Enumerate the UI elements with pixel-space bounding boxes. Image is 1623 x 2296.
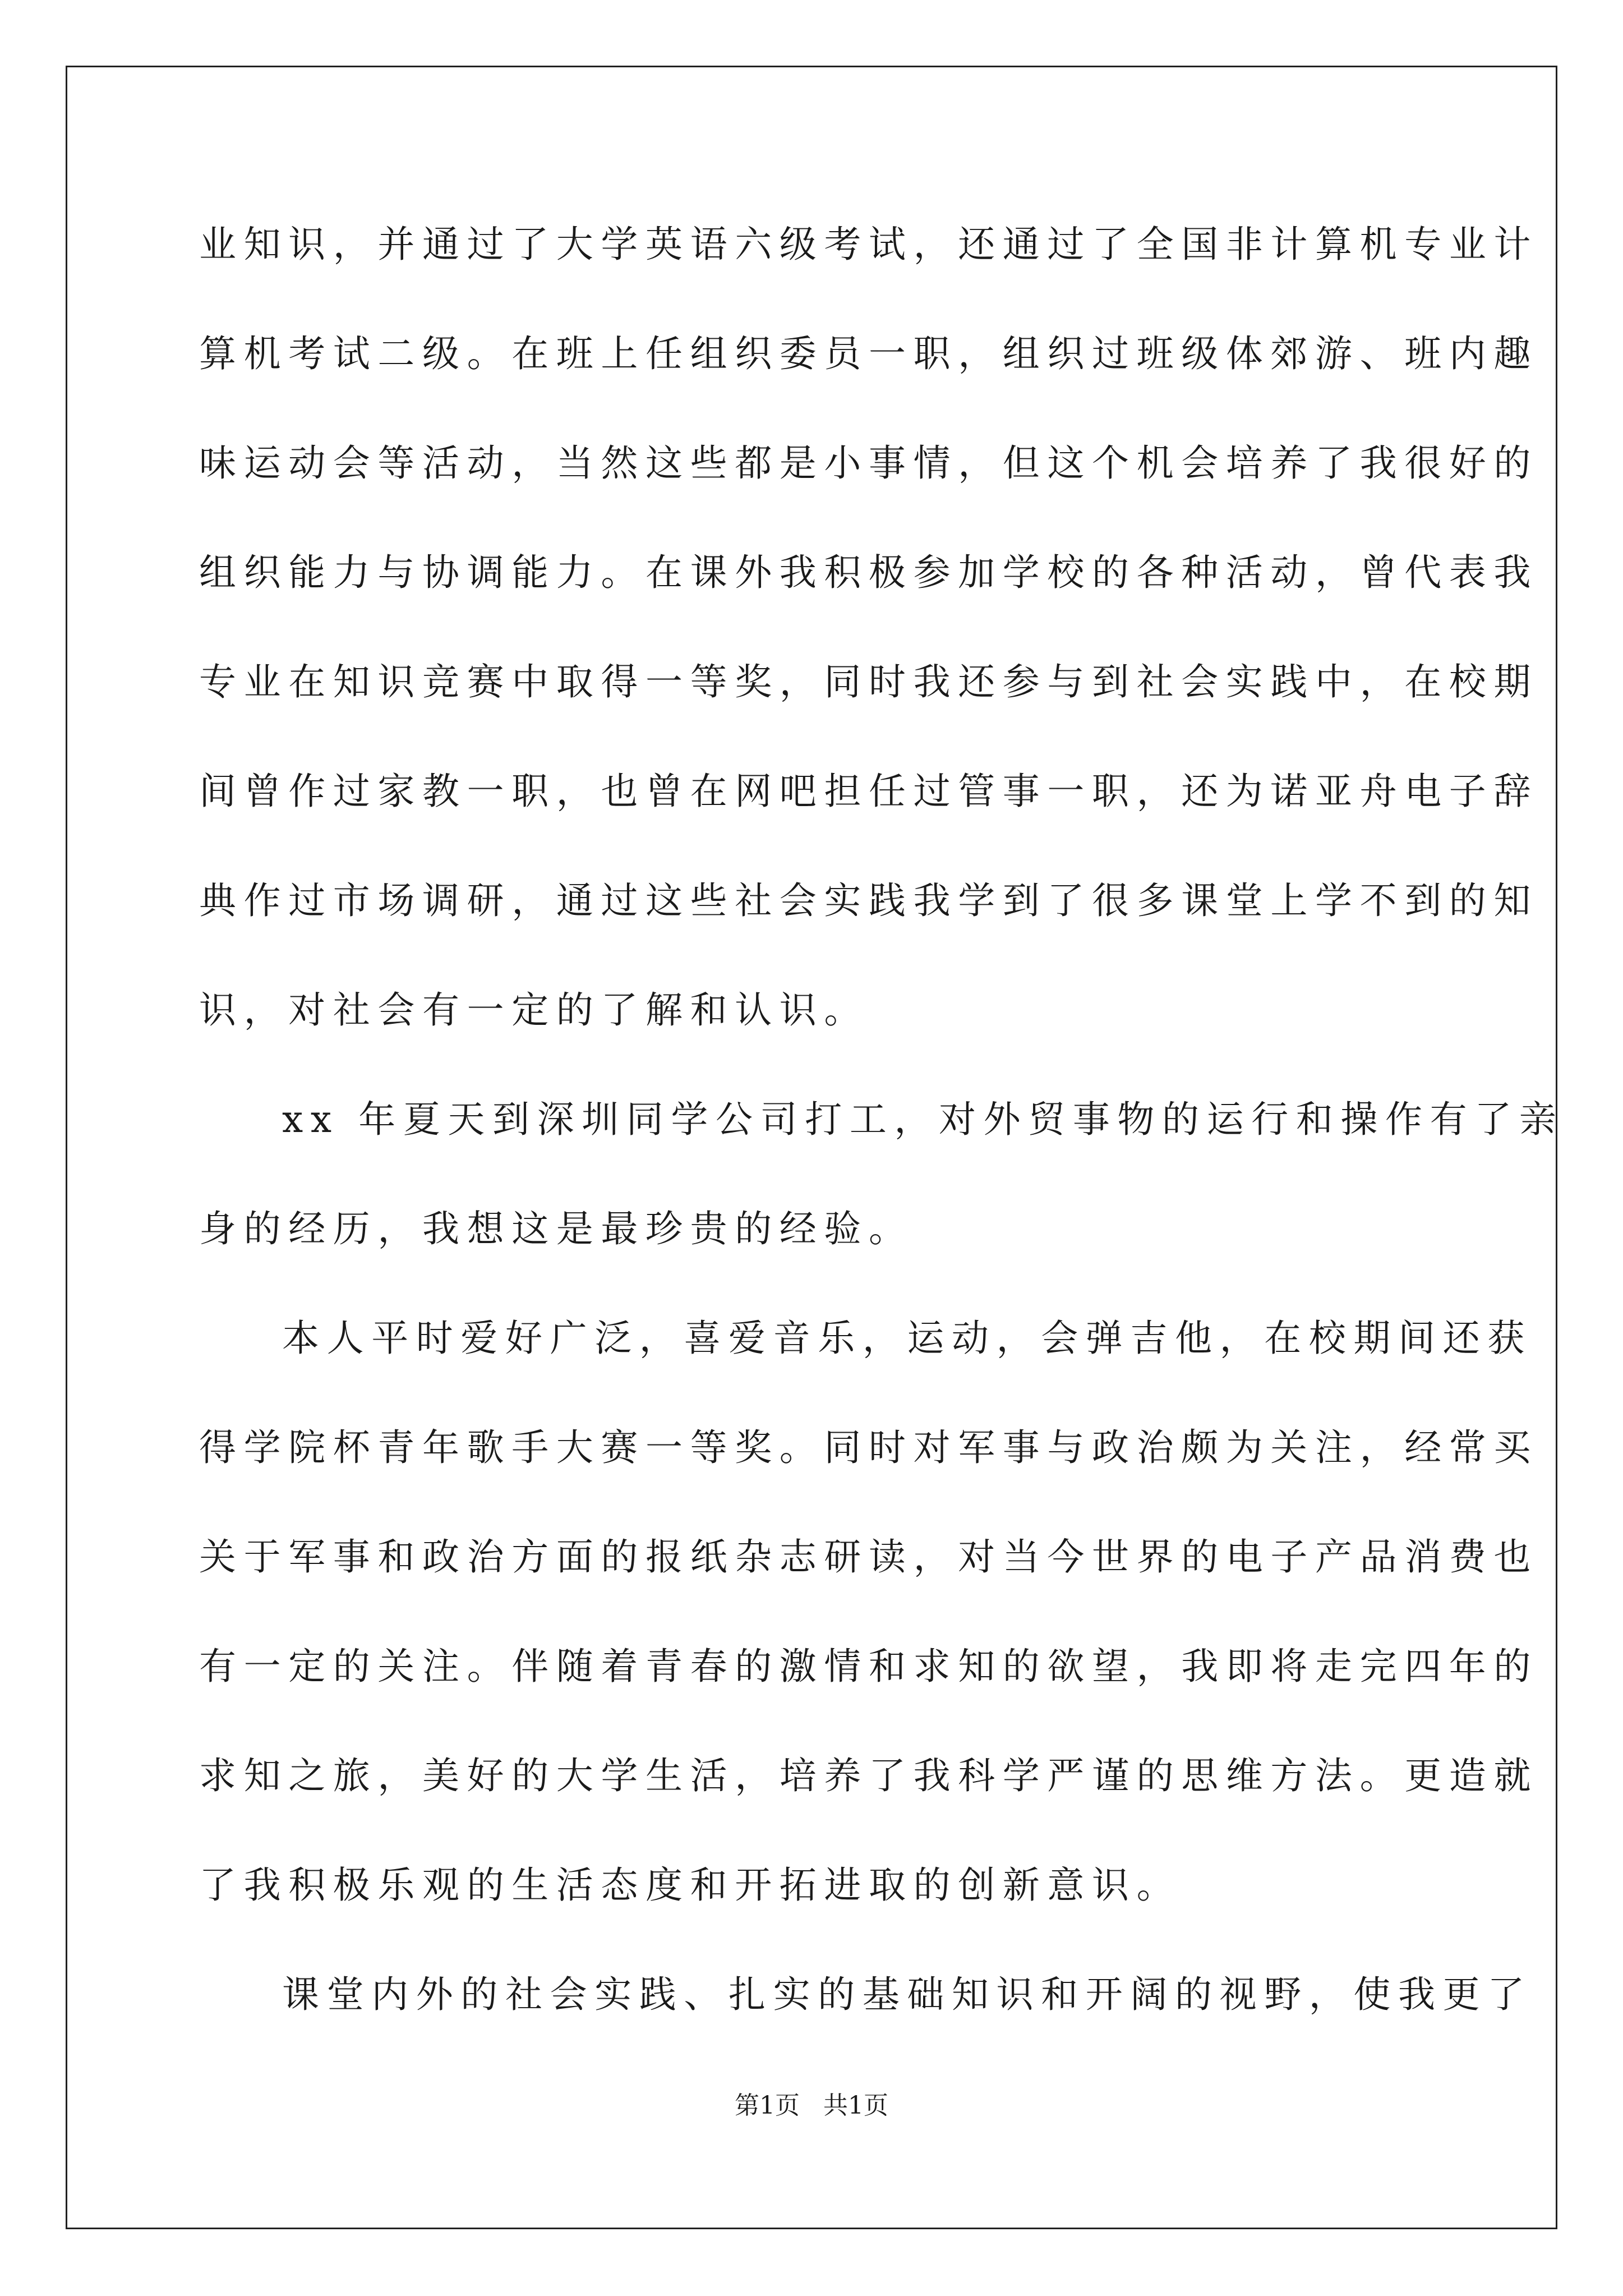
text-line: 求知之旅，美好的大学生活，培养了我科学严谨的思维方法。更造就 [199, 1754, 1538, 1797]
text-line: 味运动会等活动，当然这些都是小事情，但这个机会培养了我很好的 [199, 441, 1538, 485]
text-line: 算机考试二级。在班上任组织委员一职，组织过班级体郊游、班内趣 [199, 332, 1538, 375]
text-line: xx 年夏天到深圳同学公司打工，对外贸事物的运行和操作有了亲 [282, 1098, 1564, 1141]
text-line: 典作过市场调研，通过这些社会实践我学到了很多课堂上学不到的知 [199, 879, 1538, 922]
text-line: 课堂内外的社会实践、扎实的基础知识和开阔的视野，使我更了 [282, 1973, 1532, 2016]
text-line: 专业在知识竞赛中取得一等奖，同时我还参与到社会实践中，在校期 [199, 660, 1538, 703]
text-line: 有一定的关注。伴随着青春的激情和求知的欲望，我即将走完四年的 [199, 1645, 1538, 1688]
text-line: 了我积极乐观的生活态度和开拓进取的创新意识。 [199, 1864, 1182, 1907]
page-footer: 第1页 共1页 [735, 2091, 888, 2120]
text-line: 业知识，并通过了大学英语六级考试，还通过了全国非计算机专业计 [199, 223, 1538, 266]
text-line: 得学院杯青年歌手大赛一等奖。同时对军事与政治颇为关注，经常买 [199, 1426, 1538, 1469]
text-line: 组织能力与协调能力。在课外我积极参加学校的各种活动，曾代表我 [199, 551, 1538, 594]
text-line: 识，对社会有一定的了解和认识。 [199, 988, 869, 1032]
document-body [199, 218, 1564, 2077]
text-line: 关于军事和政治方面的报纸杂志研读，对当今世界的电子产品消费也 [199, 1535, 1538, 1579]
text-line: 间曾作过家教一职，也曾在网吧担任过管事一职，还为诺亚舟电子辞 [199, 770, 1538, 813]
text-line: 身的经历，我想这是最珍贵的经验。 [199, 1207, 914, 1250]
text-line: 本人平时爱好广泛，喜爱音乐，运动，会弹吉他，在校期间还获 [282, 1317, 1532, 1360]
